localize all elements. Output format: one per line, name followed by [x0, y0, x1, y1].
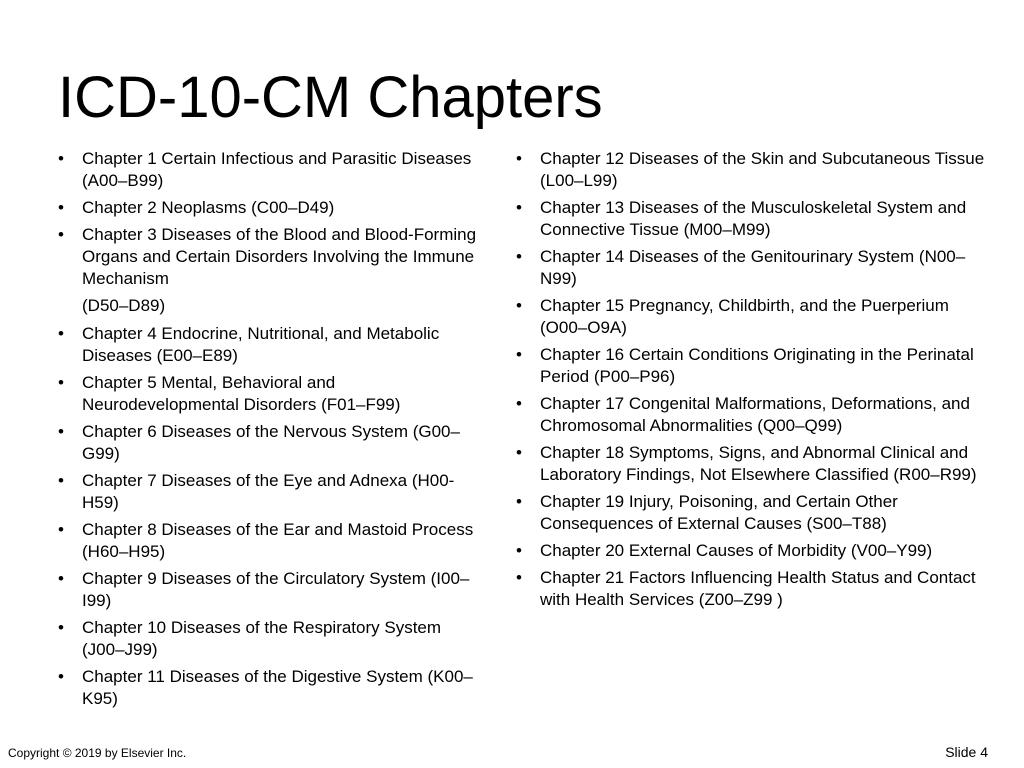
- list-item: [516, 491, 986, 535]
- list-item-text: Chapter 19 Injury, Poisoning, and Certain Other Consequences of External Causes (S00–T88): [540, 492, 898, 533]
- bullet-icon: •: [516, 247, 522, 266]
- list-item: [516, 295, 986, 339]
- list-item: [58, 568, 478, 612]
- bullet-icon: •: [58, 569, 64, 588]
- bullet-icon: •: [516, 568, 522, 587]
- list-item: [58, 519, 478, 563]
- list-item-text: Chapter 21 Factors Influencing Health Status and Contact with Health Services (Z00–Z99 ): [540, 568, 976, 609]
- list-item-text: Chapter 20 External Causes of Morbidity (V00–Y99): [540, 541, 933, 560]
- list-item-text: Chapter 7 Diseases of the Eye and Adnexa (H00-H59): [82, 471, 455, 512]
- list-item-text: Chapter 16 Certain Conditions Originating in the Perinatal Period (P00–P96): [540, 345, 974, 386]
- bullet-icon: •: [516, 541, 522, 560]
- list-item-text: Chapter 17 Congenital Malformations, Deformations, and Chromosomal Abnormalities (Q00–Q99): [540, 394, 970, 435]
- list-item-text: Chapter 12 Diseases of the Skin and Subcutaneous Tissue (L00–L99): [540, 149, 985, 190]
- list-item-text: (D50–D89): [82, 296, 166, 315]
- list-item: [58, 148, 478, 192]
- copyright-notice: Copyright © 2019 by Elsevier Inc.: [8, 746, 187, 760]
- list-item: [58, 617, 478, 661]
- list-item-text: Chapter 15 Pregnancy, Childbirth, and the Puerperium (O00–O9A): [540, 296, 949, 337]
- list-item: [516, 442, 986, 486]
- list-item: [516, 197, 986, 241]
- list-item-text: Chapter 14 Diseases of the Genitourinary System (N00–N99): [540, 247, 966, 288]
- bullet-icon: •: [516, 394, 522, 413]
- left-chapter-list: [58, 148, 478, 715]
- bullet-icon: •: [516, 198, 522, 217]
- list-item: [58, 421, 478, 465]
- list-item-text: Chapter 13 Diseases of the Musculoskeletal System and Connective Tissue (M00–M99): [540, 198, 967, 239]
- bullet-icon: •: [58, 422, 64, 441]
- list-item: [58, 224, 478, 290]
- list-item: [516, 148, 986, 192]
- list-item: [516, 344, 986, 388]
- bullet-icon: •: [58, 225, 64, 244]
- list-item-continuation: [58, 295, 478, 317]
- bullet-icon: •: [58, 471, 64, 490]
- list-item-text: Chapter 1 Certain Infectious and Parasitic Diseases (A00–B99): [82, 149, 472, 190]
- list-item: [516, 567, 986, 611]
- list-item-text: Chapter 18 Symptoms, Signs, and Abnormal Clinical and Laboratory Findings, Not Elsewhere Classified (R00–R99): [540, 443, 977, 484]
- bullet-icon: •: [516, 296, 522, 315]
- bullet-icon: •: [516, 443, 522, 462]
- slide-title: ICD-10-CM Chapters: [58, 65, 603, 130]
- list-item-text: Chapter 6 Diseases of the Nervous System (G00–G99): [82, 422, 460, 463]
- list-item-text: Chapter 10 Diseases of the Respiratory System (J00–J99): [82, 618, 442, 659]
- list-item-text: Chapter 2 Neoplasms (C00–D49): [82, 198, 335, 217]
- bullet-icon: •: [516, 492, 522, 511]
- list-item-text: Chapter 4 Endocrine, Nutritional, and Metabolic Diseases (E00–E89): [82, 324, 440, 365]
- list-item-text: Chapter 3 Diseases of the Blood and Blood-Forming Organs and Certain Disorders Involving the Immune Mechanism: [82, 225, 477, 288]
- list-item: [58, 666, 478, 710]
- list-item: [58, 372, 478, 416]
- bullet-icon: •: [58, 198, 64, 217]
- list-item: [58, 197, 478, 219]
- bullet-icon: •: [516, 149, 522, 168]
- slide-number: Slide 4: [945, 744, 988, 760]
- list-item: [516, 393, 986, 437]
- bullet-icon: •: [58, 149, 64, 168]
- bullet-icon: •: [58, 618, 64, 637]
- bullet-icon: •: [58, 373, 64, 392]
- list-item: [516, 246, 986, 290]
- list-item-text: Chapter 11 Diseases of the Digestive System (K00–K95): [82, 667, 473, 708]
- list-item: [58, 323, 478, 367]
- bullet-icon: •: [58, 667, 64, 686]
- list-item-text: Chapter 9 Diseases of the Circulatory System (I00–I99): [82, 569, 470, 610]
- bullet-icon: •: [58, 324, 64, 343]
- list-item: [516, 540, 986, 562]
- list-item-text: Chapter 5 Mental, Behavioral and Neurodevelopmental Disorders (F01–F99): [82, 373, 401, 414]
- right-chapter-list: [516, 148, 986, 616]
- bullet-icon: •: [58, 520, 64, 539]
- list-item: [58, 470, 478, 514]
- list-item-text: Chapter 8 Diseases of the Ear and Mastoid Process (H60–H95): [82, 520, 474, 561]
- bullet-icon: •: [516, 345, 522, 364]
